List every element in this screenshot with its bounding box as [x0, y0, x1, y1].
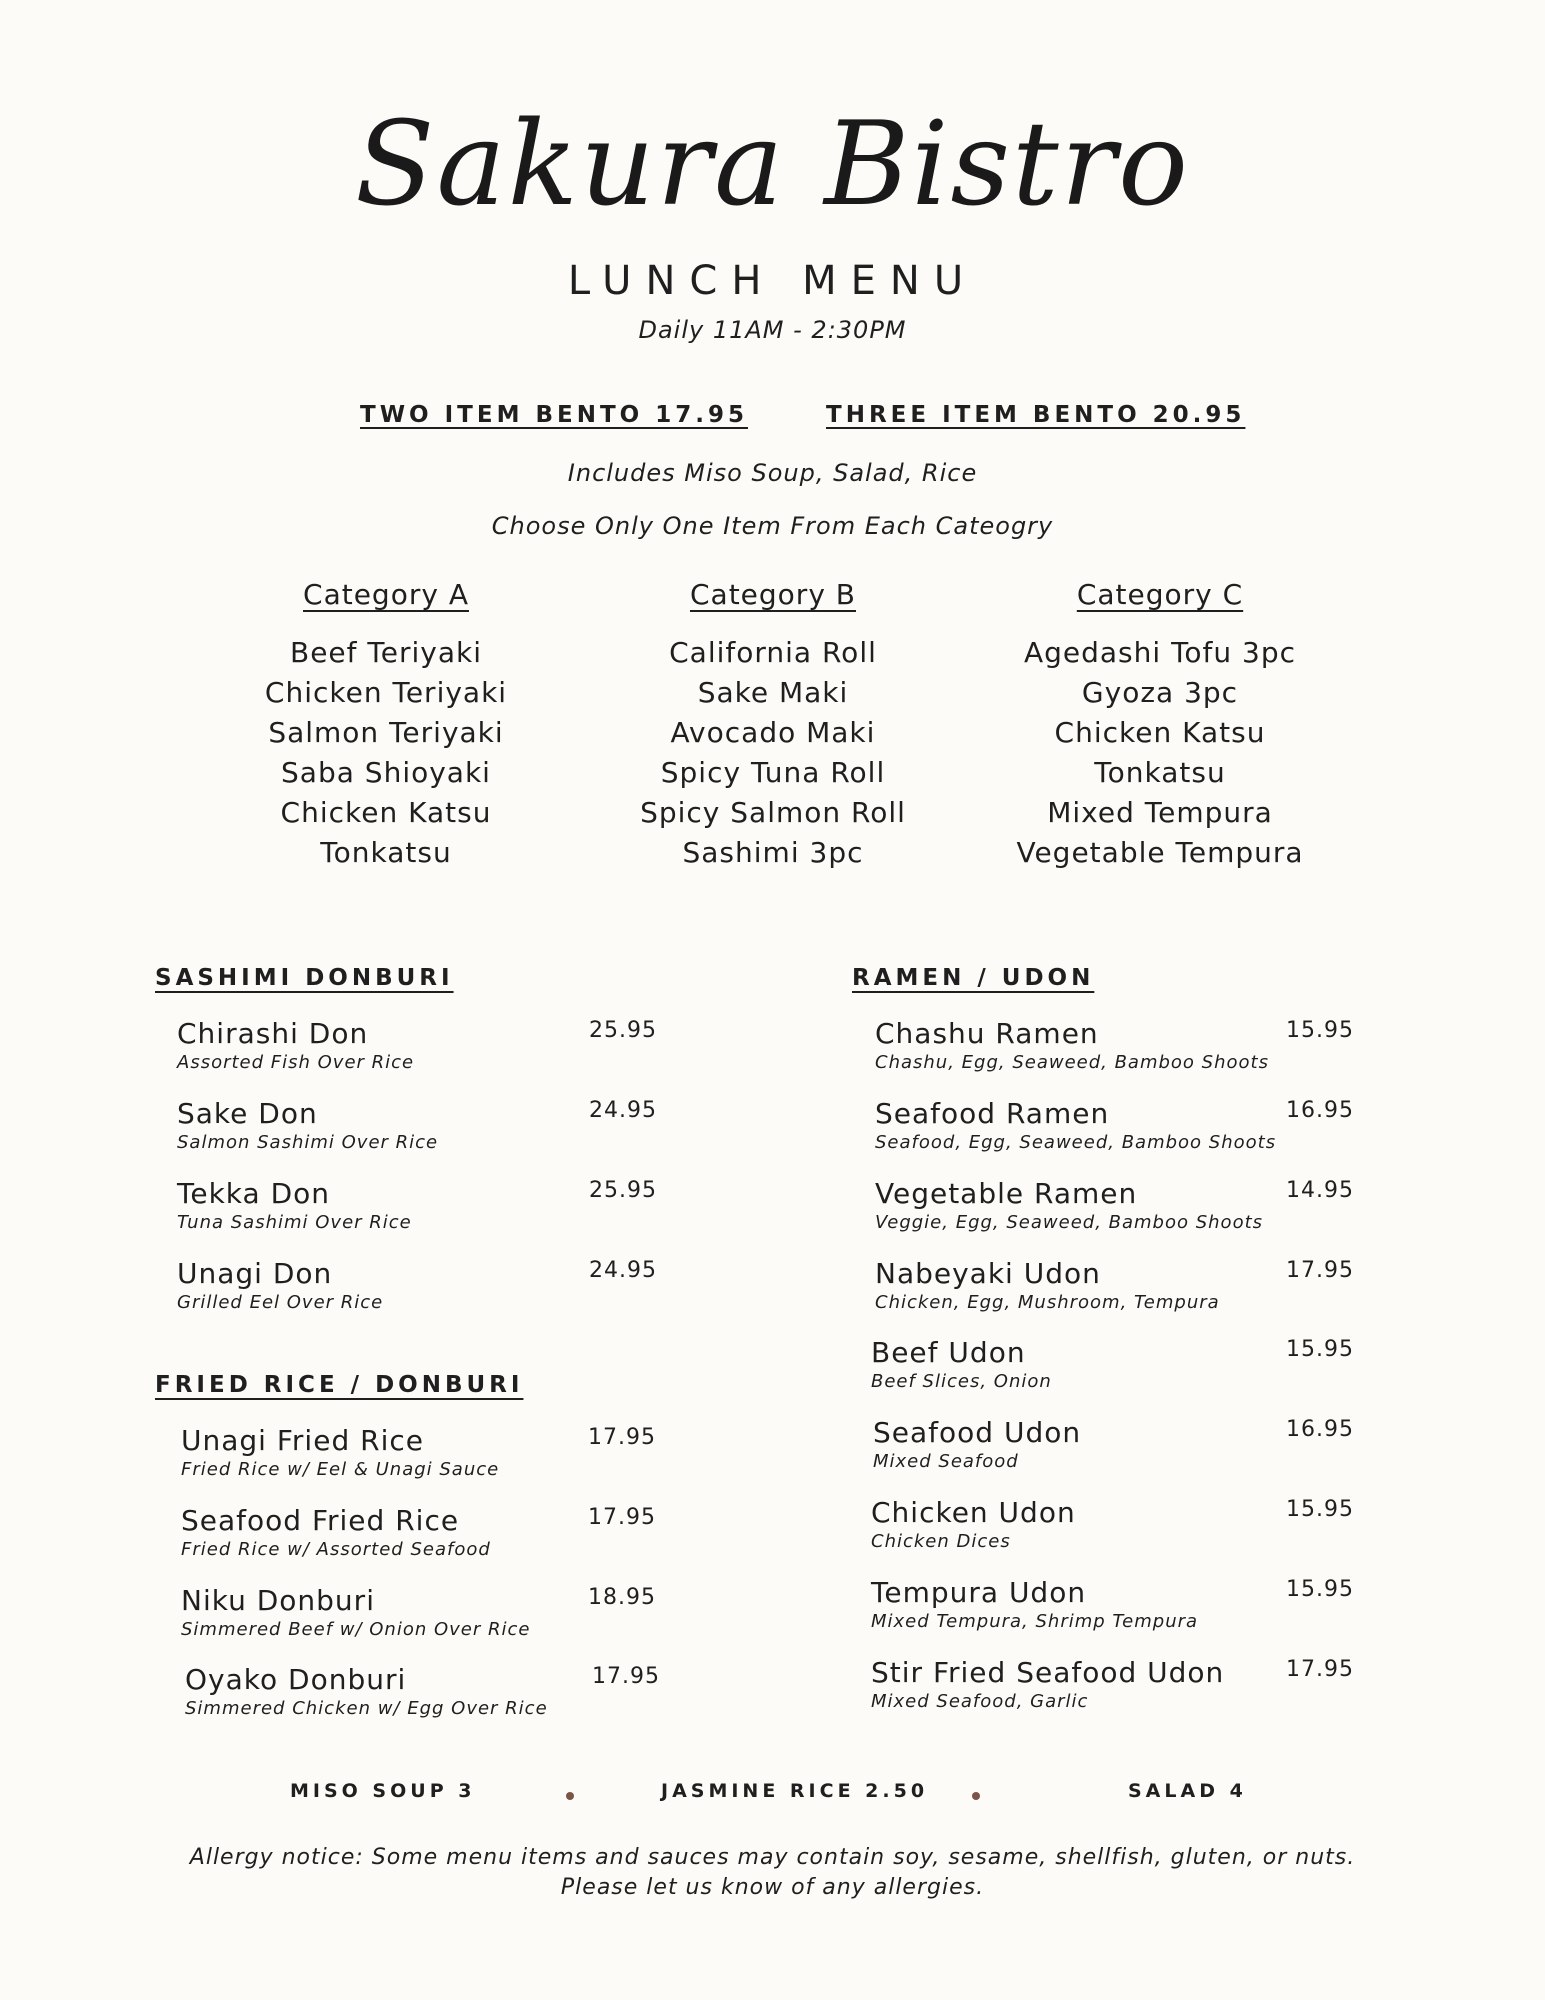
item-description: Chicken, Egg, Mushroom, Tempura [875, 1292, 1220, 1313]
item-name: Beef Udon [871, 1336, 1026, 1369]
menu-item [873, 1416, 1081, 1474]
menu-item [181, 1424, 499, 1482]
side-salad: SALAD 4 [1128, 1780, 1247, 1802]
menu-hours: Daily 11AM - 2:30PM [638, 316, 907, 344]
item-name: Unagi Don [177, 1257, 333, 1290]
category-c [950, 578, 1370, 873]
category-b [563, 578, 983, 873]
list-item: Chicken Katsu [1054, 716, 1266, 749]
item-name: Stir Fried Seafood Udon [871, 1656, 1225, 1689]
item-description: Fried Rice w/ Eel & Unagi Sauce [181, 1459, 500, 1480]
list-item: Beef Teriyaki [289, 636, 482, 669]
item-description: Grilled Eel Over Rice [177, 1292, 384, 1313]
menu-item [181, 1504, 491, 1562]
menu-item [177, 1257, 383, 1315]
item-name: Chirashi Don [177, 1017, 369, 1050]
menu-item [871, 1336, 1052, 1394]
bento-includes: Includes Miso Soup, Salad, Rice [567, 459, 978, 487]
item-name: Sake Don [177, 1097, 318, 1130]
item-name: Unagi Fried Rice [181, 1424, 424, 1457]
section-title-ramen-udon: RAMEN / UDON [852, 965, 1095, 991]
item-name: Seafood Fried Rice [181, 1504, 460, 1537]
menu-item [177, 1097, 438, 1155]
item-price: 15.95 [1286, 1337, 1354, 1362]
item-description: Simmered Beef w/ Onion Over Rice [181, 1619, 531, 1640]
list-item: Saba Shioyaki [281, 756, 491, 789]
menu-item [871, 1576, 1198, 1634]
list-item: Chicken Teriyaki [264, 676, 508, 709]
item-price: 15.95 [1286, 1497, 1354, 1522]
item-name: Seafood Udon [873, 1416, 1082, 1449]
item-price: 24.95 [589, 1258, 657, 1283]
item-description: Chicken Dices [871, 1531, 1011, 1552]
item-name: Nabeyaki Udon [875, 1257, 1101, 1290]
item-name: Tempura Udon [871, 1576, 1087, 1609]
item-price: 15.95 [1286, 1577, 1354, 1602]
item-description: Veggie, Egg, Seaweed, Bamboo Shoots [875, 1212, 1264, 1233]
item-description: Chashu, Egg, Seaweed, Bamboo Shoots [875, 1052, 1269, 1073]
list-item: Avocado Maki [670, 716, 876, 749]
item-name: Chicken Udon [871, 1496, 1076, 1529]
item-name: Niku Donburi [181, 1584, 375, 1617]
category-a [176, 578, 596, 873]
item-price: 17.95 [588, 1505, 656, 1530]
item-description: Mixed Tempura, Shrimp Tempura [871, 1611, 1199, 1632]
category-title: Category B [689, 578, 856, 611]
item-description: Fried Rice w/ Assorted Seafood [181, 1539, 491, 1560]
three-item-bento-price: THREE ITEM BENTO 20.95 [826, 402, 1246, 428]
item-price: 15.95 [1286, 1018, 1354, 1043]
menu-item [875, 1177, 1263, 1235]
side-miso-soup: MISO SOUP 3 [290, 1780, 476, 1802]
item-description: Mixed Seafood, Garlic [871, 1691, 1089, 1712]
item-name: Oyako Donburi [185, 1663, 407, 1696]
menu-item [875, 1017, 1269, 1075]
item-description: Beef Slices, Onion [871, 1371, 1052, 1392]
item-name: Tekka Don [177, 1177, 331, 1210]
item-description: Mixed Seafood [873, 1451, 1019, 1472]
menu-item [875, 1257, 1220, 1315]
menu-item [181, 1584, 530, 1642]
item-name: Chashu Ramen [875, 1017, 1099, 1050]
allergy-notice: Allergy notice: Some menu items and sauces may contain soy, sesame, shellfish, gluten, or nuts. Please let us know of any allergies. [189, 1845, 1356, 1900]
menu-item [871, 1656, 1224, 1714]
list-item: California Roll [669, 636, 877, 669]
menu-item [177, 1177, 412, 1235]
menu-item [871, 1496, 1076, 1554]
list-item: Spicy Salmon Roll [640, 796, 906, 829]
item-price: 25.95 [589, 1018, 657, 1043]
item-price: 17.95 [592, 1664, 660, 1689]
category-title: Category A [303, 578, 469, 611]
item-price: 17.95 [588, 1425, 656, 1450]
item-price: 17.95 [1286, 1657, 1354, 1682]
item-price: 16.95 [1286, 1098, 1354, 1123]
menu-item [875, 1097, 1276, 1155]
list-item: Sashimi 3pc [682, 836, 864, 869]
list-item: Vegetable Tempura [1016, 836, 1304, 869]
bento-instruction: Choose Only One Item From Each Cateogry [491, 512, 1054, 540]
restaurant-name: Sakura Bistro [355, 97, 1190, 232]
menu-item [185, 1663, 548, 1721]
item-description: Salmon Sashimi Over Rice [177, 1132, 439, 1153]
item-price: 14.95 [1286, 1178, 1354, 1203]
item-price: 18.95 [588, 1585, 656, 1610]
item-description: Seafood, Egg, Seaweed, Bamboo Shoots [875, 1132, 1277, 1153]
item-description: Tuna Sashimi Over Rice [177, 1212, 412, 1233]
list-item: Spicy Tuna Roll [660, 756, 886, 789]
item-name: Vegetable Ramen [875, 1177, 1138, 1210]
item-price: 17.95 [1286, 1258, 1354, 1283]
item-price: 24.95 [589, 1098, 657, 1123]
list-item: Tonkatsu [1094, 756, 1226, 789]
menu-title: LUNCH MENU [567, 258, 978, 304]
section-title-sashimi-donburi: SASHIMI DONBURI [155, 965, 454, 991]
list-item: Chicken Katsu [280, 796, 492, 829]
item-name: Seafood Ramen [875, 1097, 1110, 1130]
item-price: 16.95 [1286, 1417, 1354, 1442]
list-item: Tonkatsu [320, 836, 452, 869]
category-title: Category C [1076, 578, 1244, 611]
item-price: 25.95 [589, 1178, 657, 1203]
item-description: Assorted Fish Over Rice [177, 1052, 415, 1073]
list-item: Sake Maki [697, 676, 849, 709]
side-jasmine-rice: JASMINE RICE 2.50 [661, 1780, 929, 1802]
separator-dot [566, 1792, 574, 1800]
two-item-bento-price: TWO ITEM BENTO 17.95 [360, 402, 748, 428]
menu-item [177, 1017, 414, 1075]
separator-dot [972, 1792, 980, 1800]
list-item: Gyoza 3pc [1081, 676, 1239, 709]
list-item: Salmon Teriyaki [268, 716, 504, 749]
list-item: Agedashi Tofu 3pc [1023, 636, 1297, 669]
item-description: Simmered Chicken w/ Egg Over Rice [185, 1698, 548, 1719]
list-item: Mixed Tempura [1047, 796, 1273, 829]
section-title-fried-rice-donburi: FRIED RICE / DONBURI [155, 1372, 524, 1398]
